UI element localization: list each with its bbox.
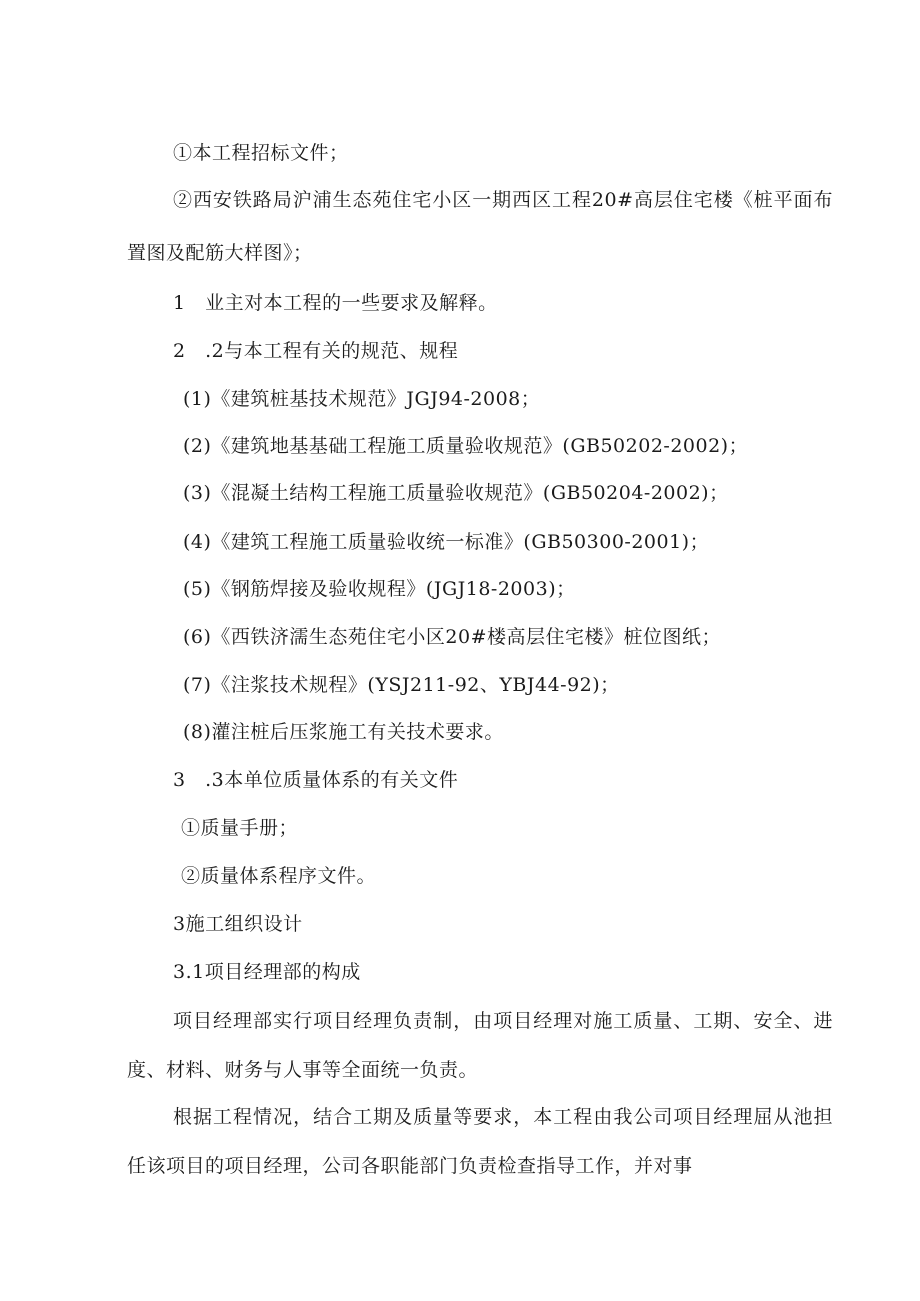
text-line-11: (6)《西铁济濡生态苑住宅小区20#楼高层住宅楼》桩位图纸； — [183, 626, 722, 648]
text-line-10: (5)《钢筋焊接及验收规程》(JGJ18-2003)； — [183, 578, 576, 600]
text-line-19: 项目经理部实行项目经理负责制，由项目经理对施工质量、工期、安全、进 — [173, 1010, 833, 1032]
text-line-3: 置图及配筋大样图》； — [127, 242, 313, 264]
text-line-14: 3 .3本单位质量体系的有关文件 — [173, 769, 459, 791]
text-line-4: 1 业主对本工程的一些要求及解释。 — [173, 292, 498, 314]
text-line-7: (2)《建筑地基基础工程施工质量验收规范》(GB50202-2002)； — [183, 435, 749, 457]
text-line-15: ①质量手册； — [181, 817, 299, 839]
text-line-18: 3.1项目经理部的构成 — [173, 961, 361, 983]
text-line-21: 根据工程情况，结合工期及质量等要求，本工程由我公司项目经理屈从池担 — [173, 1106, 833, 1128]
text-line-22: 任该项目的项目经理，公司各职能部门负责检查指导工作，并对事 — [127, 1155, 693, 1177]
text-line-2: ②西安铁路局沪浦生态苑住宅小区一期西区工程20#高层住宅楼《桩平面布 — [173, 189, 833, 211]
text-line-1: ①本工程招标文件； — [173, 142, 349, 164]
text-line-16: ②质量体系程序文件。 — [181, 865, 377, 887]
text-line-9: (4)《建筑工程施工质量验收统一标准》(GB50300-2001)； — [183, 531, 710, 553]
text-line-13: (8)灌注桩后压浆施工有关技术要求。 — [183, 721, 504, 743]
text-line-8: (3)《混凝土结构工程施工质量验收规范》(GB50204-2002)； — [183, 482, 729, 504]
text-line-12: (7)《注浆技术规程》(YSJ211-92、YBJ44-92)； — [183, 674, 620, 696]
text-line-6: (1)《建筑桩基技术规范》JGJ94-2008； — [183, 388, 541, 410]
text-line-5: 2 .2与本工程有关的规范、规程 — [173, 340, 459, 362]
text-line-17: 3施工组织设计 — [173, 913, 303, 935]
text-line-20: 度、材料、财务与人事等全面统一负责。 — [127, 1059, 479, 1081]
